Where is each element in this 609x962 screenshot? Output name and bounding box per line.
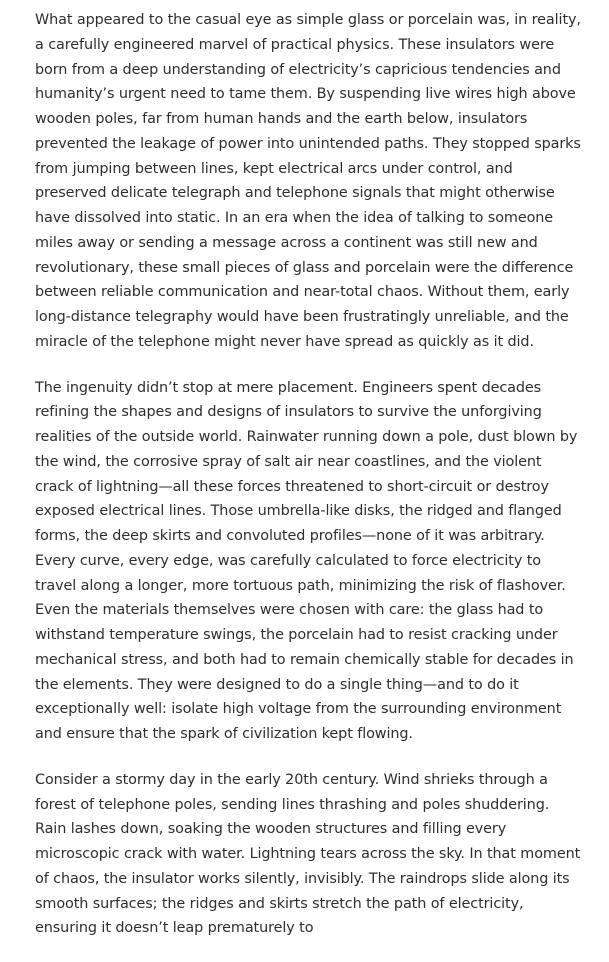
paragraph-2: The ingenuity didn’t stop at mere placement. Engineers spent decades refining the shapes and designs of insulators to survive the unforgiving realities of the outside world. Rainwater running down a pole, dust blown by the wind, the corrosive spray of salt air near coastlines, and the violent crack of lightning—all these forces threatened to short-circuit or destroy exposed electrical lines. Those umbrella-like disks, the ridged and flanged forms, the deep skirts and convoluted profiles—none of it was arbitrary. Every curve, every edge, was carefully calculated to force electricity to travel along a longer, more tortuous path, minimizing the risk of flashover. Even the materials themselves were chosen with care: the glass had to withstand temperature swings, the porcelain had to resist cracking under mechanical stress, and both had to remain chemically stable for decades in the elements. They were designed to do a single thing—and to do it exceptionally well: isolate high voltage from the surrounding environment and ensure that the spark of civilization kept flowing. xyxy=(35,379,578,742)
paragraph-1: What appeared to the casual eye as simple glass or porcelain was, in reality, a carefully engineered marvel of practical physics. These insulators were born from a deep understanding of electricity’s capricious tendencies and humanity’s urgent need to tame them. By suspending live wires high above wooden poles, far from human hands and the earth below, insulators prevented the leakage of power into unintended paths. They stopped sparks from jumping between lines, kept electrical arcs under control, and preserved delicate telegraph and telephone signals that might otherwise have dissolved into static. In an era when the idea of talking to someone miles away or sending a message across a continent was still new and revolutionary, these small pieces of glass and porcelain were the difference between reliable communication and near-total chaos. Without them, early long-distance telegraphy would have been frustratingly unreliable, and the miracle of the telephone might never have spread as quickly as it did. xyxy=(35,12,581,350)
article-body xyxy=(35,8,581,962)
paragraph-3: Consider a stormy day in the early 20th century. Wind shrieks through a forest of telephone poles, sending lines thrashing and poles shuddering. Rain lashes down, soaking the wooden structures and filling every microscopic crack with water. Lightning tears across the sky. In that moment of chaos, the insulator works silently, invisibly. The raindrops slide along its smooth surfaces; the ridges and skirts stretch the path of electricity, ensuring it doesn’t leap prematurely to xyxy=(35,771,581,937)
